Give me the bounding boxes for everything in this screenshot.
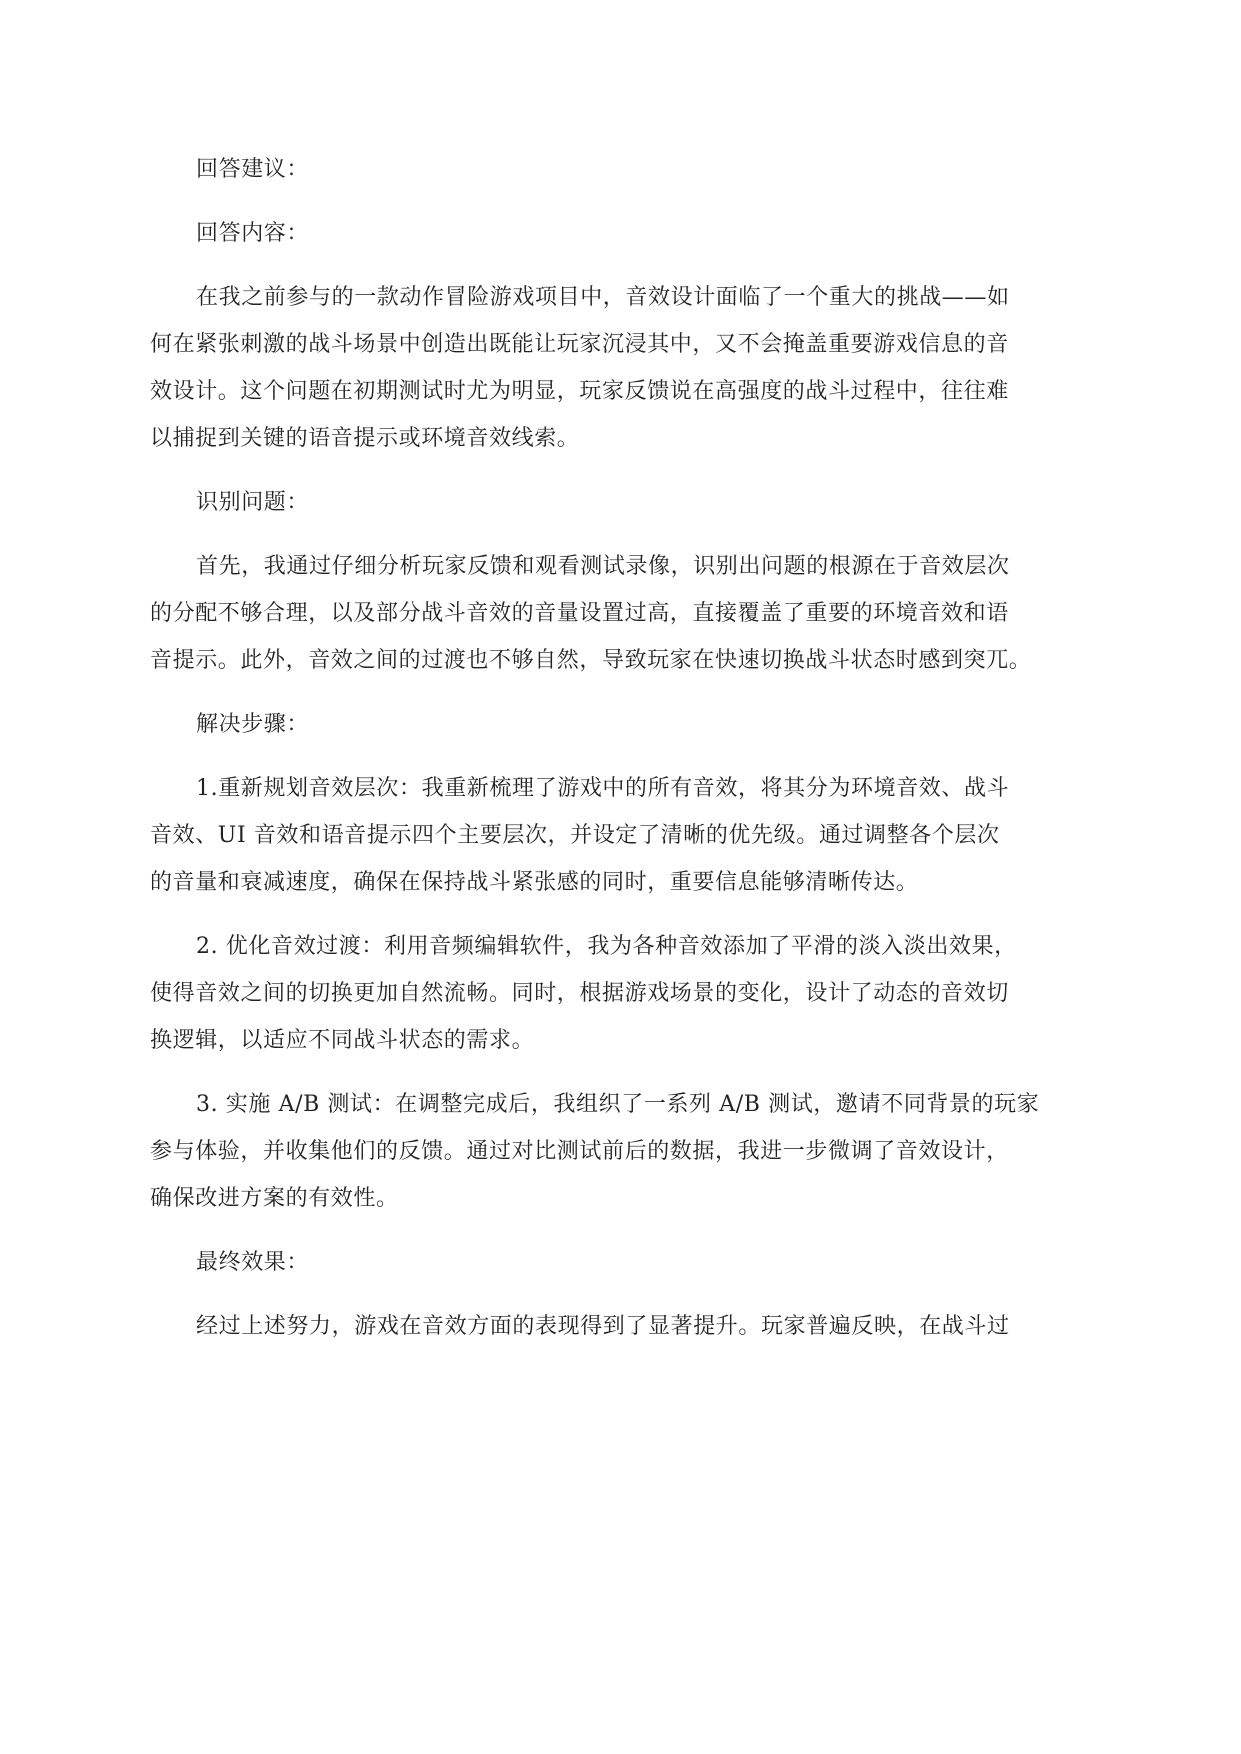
step1-line-3: 的音量和衰减速度，确保在保持战斗紧张感的同时，重要信息能够清晰传达。 (150, 870, 919, 895)
paragraph-intro (150, 274, 1100, 462)
paragraph-result (150, 1303, 1100, 1350)
step2-line-1: 2. 优化音效过渡：利用音频编辑软件，我为各种音效添加了平滑的淡入淡出效果， (196, 934, 1017, 959)
intro-line-3: 效设计。这个问题在初期测试时尤为明显，玩家反馈说在高强度的战斗过程中，往往难 (150, 379, 1009, 404)
paragraph-step-2 (150, 923, 1100, 1064)
heading-solution-steps: 解决步骤： (196, 712, 310, 737)
paragraph-step-3 (150, 1081, 1100, 1222)
intro-line-1: 在我之前参与的一款动作冒险游戏项目中，音效设计面临了一个重大的挑战——如 (196, 285, 1010, 310)
step1-line-2: 音效、UI 音效和语音提示四个主要层次，并设定了清晰的优先级。通过调整各个层次 (150, 823, 1000, 848)
step2-line-3: 换逻辑，以适应不同战斗状态的需求。 (150, 1028, 535, 1053)
identify-line-1: 首先，我通过仔细分析玩家反馈和观看测试录像，识别出问题的根源在于音效层次 (196, 554, 1010, 579)
intro-line-2: 何在紧张刺激的战斗场景中创造出既能让玩家沉浸其中，又不会掩盖重要游戏信息的音 (150, 332, 1009, 357)
step1-line-1: 1.重新规划音效层次：我重新梳理了游戏中的所有音效，将其分为环境音效、战斗 (196, 776, 1010, 801)
paragraph-identify (150, 543, 1100, 684)
document-body (150, 146, 1100, 1367)
step3-line-2: 参与体验，并收集他们的反馈。通过对比测试前后的数据，我进一步微调了音效设计， (150, 1139, 1009, 1164)
step3-line-1: 3. 实施 A/B 测试：在调整完成后，我组织了一系列 A/B 测试，邀请不同背景的玩家 (196, 1092, 1040, 1117)
intro-line-4: 以捕捉到关键的语音提示或环境音效线索。 (150, 426, 580, 451)
heading-identify-problem: 识别问题： (196, 490, 310, 515)
identify-line-3: 音提示。此外，音效之间的过渡也不够自然，导致玩家在快速切换战斗状态时感到突兀。 (150, 648, 1032, 673)
paragraph-step-1 (150, 765, 1100, 906)
result-line-1: 经过上述努力，游戏在音效方面的表现得到了显著提升。玩家普遍反映，在战斗过 (196, 1314, 1010, 1339)
step3-line-3: 确保改进方案的有效性。 (150, 1186, 399, 1211)
heading-answer-suggestion: 回答建议： (196, 157, 310, 182)
identify-line-2: 的分配不够合理，以及部分战斗音效的音量设置过高，直接覆盖了重要的环境音效和语 (150, 601, 1009, 626)
step2-line-2: 使得音效之间的切换更加自然流畅。同时，根据游戏场景的变化，设计了动态的音效切 (150, 981, 1009, 1006)
heading-answer-content: 回答内容： (196, 221, 310, 246)
heading-final-result: 最终效果： (196, 1250, 310, 1275)
